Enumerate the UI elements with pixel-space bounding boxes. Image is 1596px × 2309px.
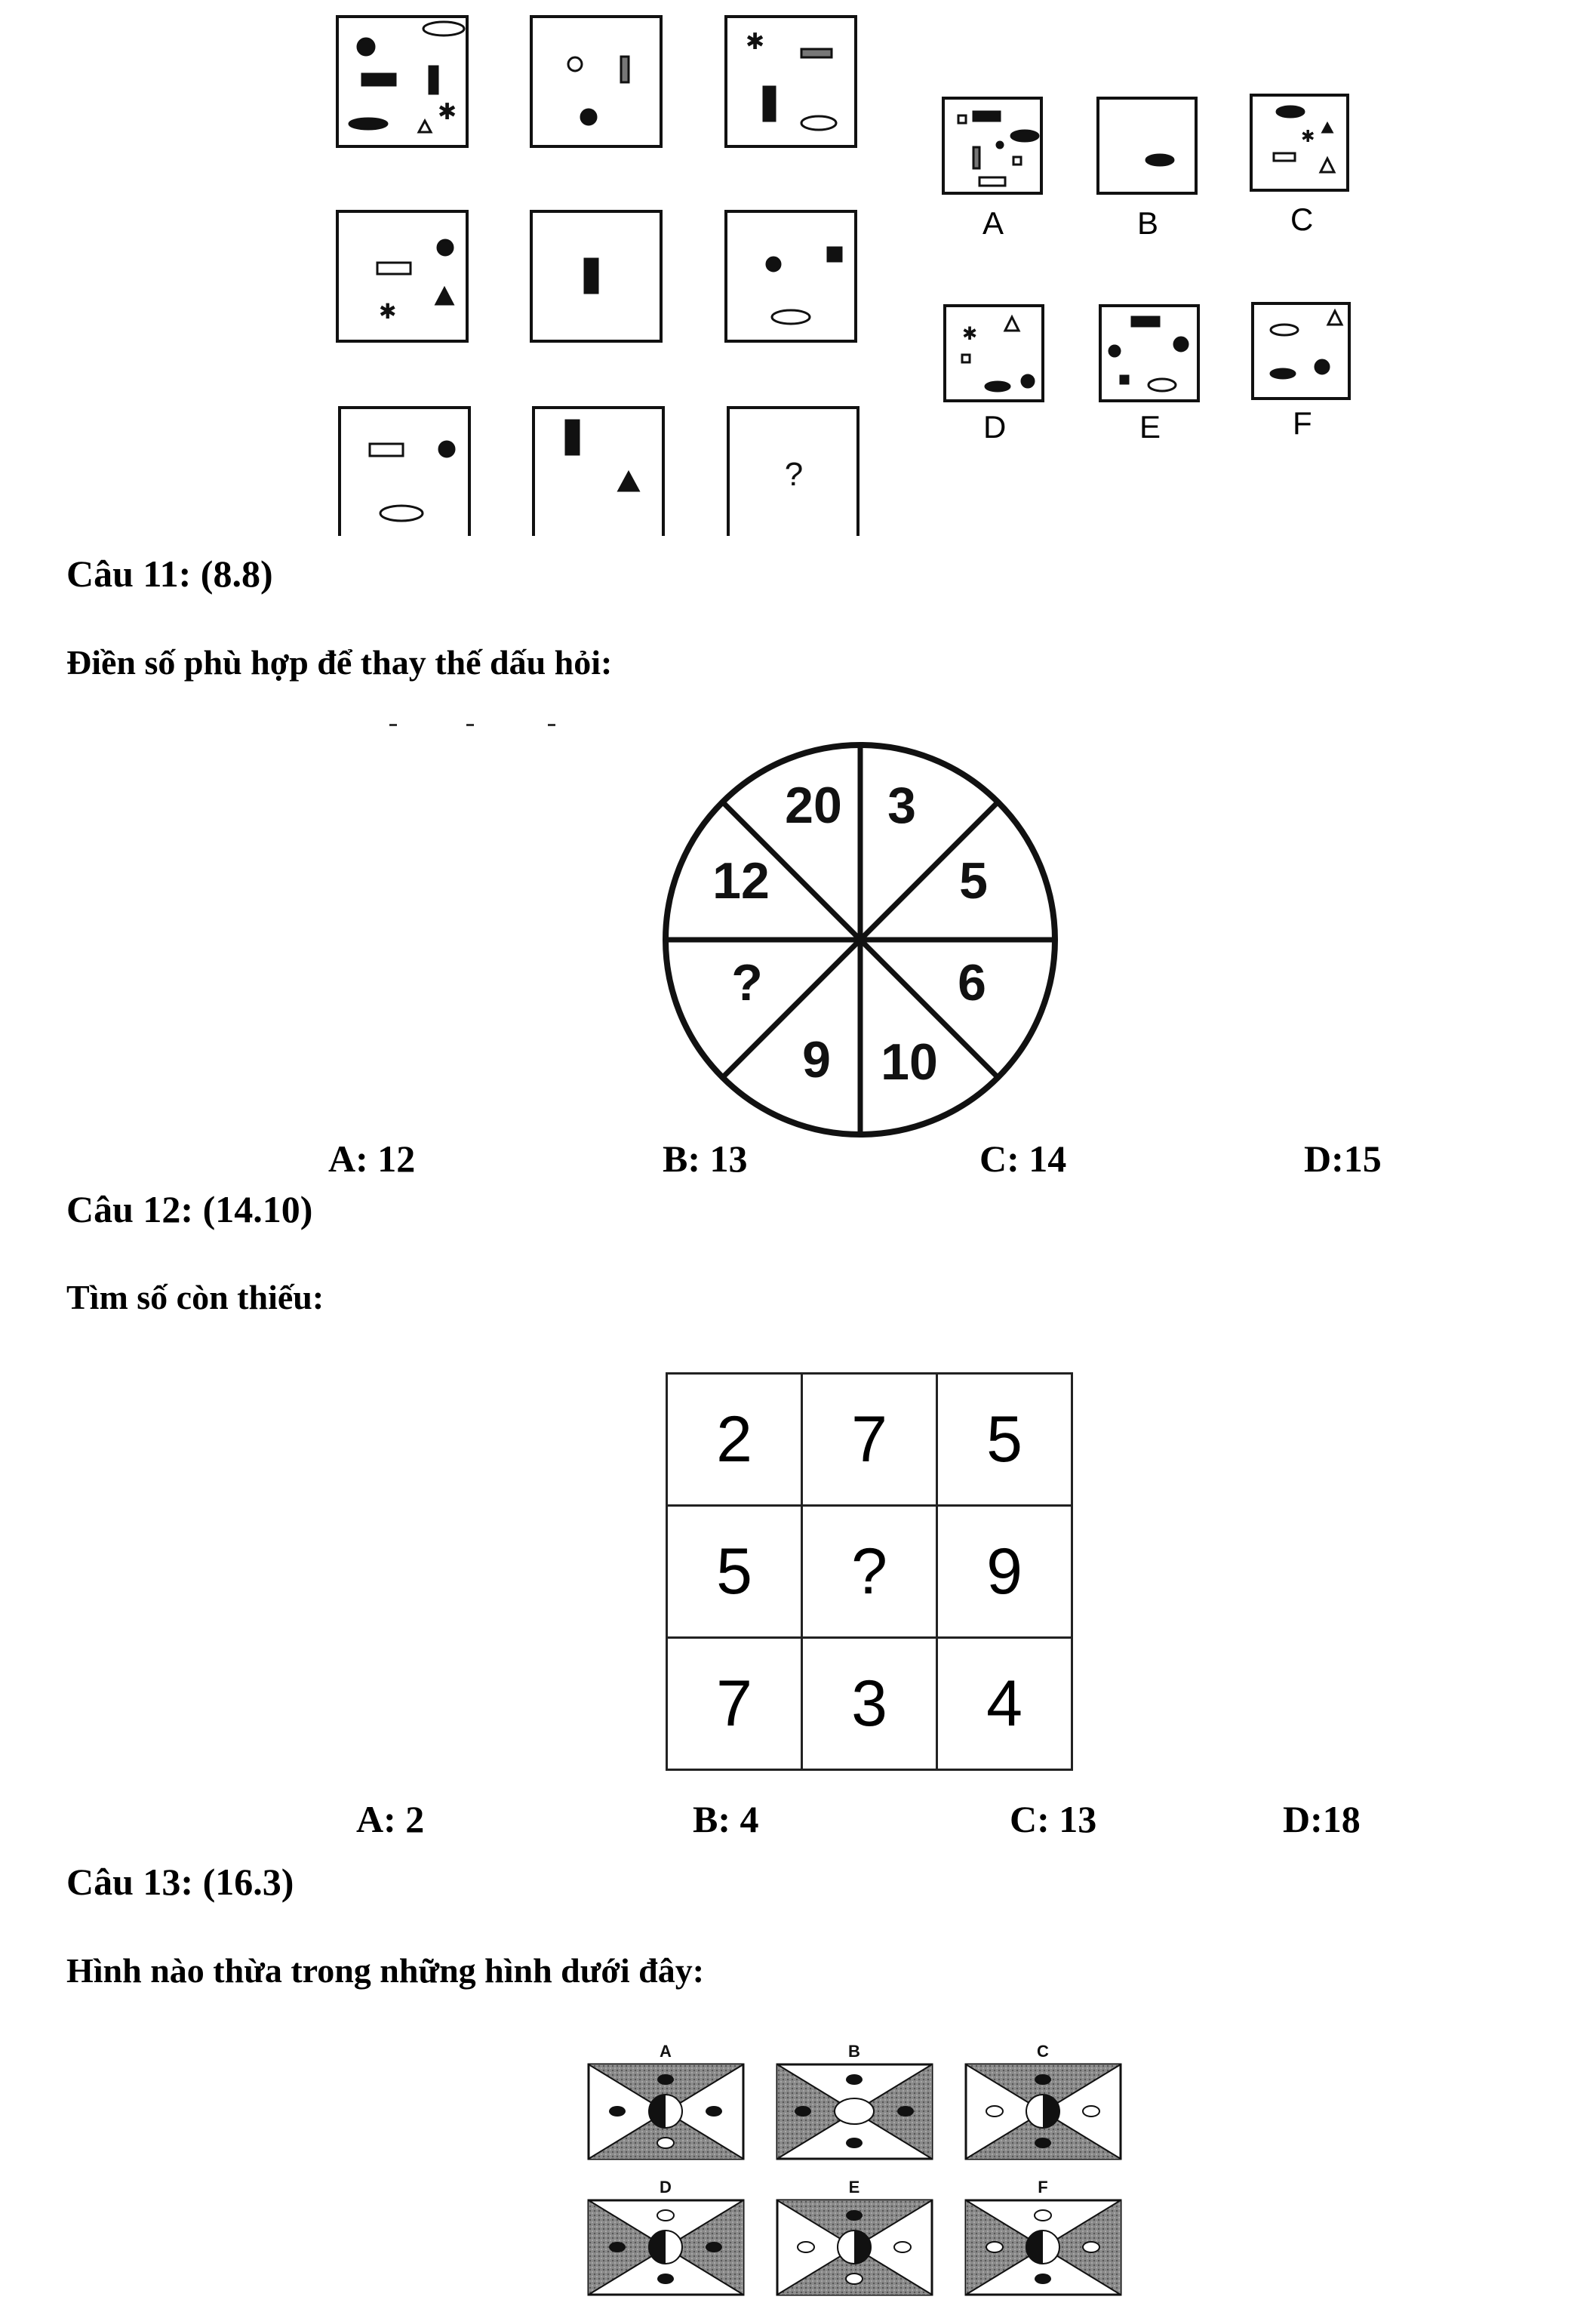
q13-figure-a[interactable]: [589, 2064, 743, 2159]
q11-option-c[interactable]: C: 14: [979, 1138, 1067, 1180]
wheel-value-6: 6: [958, 954, 986, 1011]
q10-option-label-c: C: [1290, 202, 1314, 237]
wheel-value-5: 5: [959, 852, 988, 910]
svg-text:✱: ✱: [746, 29, 765, 54]
grid-cell: 4: [937, 1638, 1072, 1770]
q10-option-label-f: F: [1293, 405, 1312, 441]
q13-figure-d[interactable]: [589, 2200, 743, 2295]
q12-option-a[interactable]: A: 2: [356, 1798, 425, 1840]
q11-option-b[interactable]: B: 13: [663, 1138, 748, 1180]
q13-figure-c[interactable]: [966, 2064, 1121, 2159]
q11-option-d[interactable]: D:15: [1304, 1138, 1382, 1180]
q11-stray-marks: [385, 721, 566, 728]
q13-figure-label-c: C: [1037, 2042, 1049, 2061]
q13-figure-label-b: B: [848, 2042, 860, 2061]
wheel-value-9: 9: [802, 1031, 831, 1088]
q11-prompt: Điền số phù hợp để thay thế dấu hỏi:: [66, 643, 613, 682]
q13-figure-label-e: E: [848, 2178, 860, 2197]
grid-cell: 5: [937, 1374, 1072, 1506]
grid-cell: 5: [667, 1506, 802, 1638]
wheel-value-12: 12: [712, 852, 770, 910]
grid-cell: 7: [802, 1374, 937, 1506]
svg-text:✱: ✱: [1301, 127, 1315, 146]
q13-figures: [585, 2034, 1128, 2306]
q10-option-label-d: D: [983, 409, 1007, 445]
q13-figure-label-f: F: [1038, 2178, 1048, 2197]
q10-option-label-e: E: [1139, 409, 1161, 445]
q12-number-grid: [666, 1372, 1073, 1771]
svg-text:✱: ✱: [379, 300, 397, 323]
grid-cell-missing: ?: [802, 1506, 937, 1638]
q10-options: [936, 91, 1388, 453]
q13-figures-figure: [585, 2034, 1128, 2306]
grid-cell: 3: [802, 1638, 937, 1770]
q11-title: Câu 11: (8.8): [66, 553, 273, 595]
q12-prompt: Tìm số còn thiếu:: [66, 1278, 324, 1316]
q11-option-a[interactable]: A: 12: [328, 1138, 416, 1180]
q13-figure-b[interactable]: [777, 2064, 932, 2159]
grid-cell: 9: [937, 1506, 1072, 1638]
q13-figure-label-d: D: [660, 2178, 672, 2197]
q13-prompt: Hình nào thừa trong những hình dưới đây:: [66, 1951, 705, 1990]
wheel-value-3: 3: [887, 777, 916, 834]
grid-cell: 7: [667, 1638, 802, 1770]
svg-text:✱: ✱: [438, 100, 457, 125]
q10-matrix-figure: [332, 8, 875, 536]
q10-missing-mark: ?: [784, 456, 804, 493]
wheel-value-10: 10: [881, 1033, 938, 1091]
q11-wheel: [657, 736, 1064, 1144]
q10-option-label-b: B: [1137, 205, 1159, 241]
svg-text:✱: ✱: [962, 324, 978, 344]
q12-option-b[interactable]: B: 4: [693, 1798, 759, 1840]
wheel-value-missing: ?: [731, 954, 763, 1011]
q10-options-figure: [936, 91, 1388, 453]
q13-figure-e[interactable]: [777, 2200, 932, 2295]
wheel-value-20: 20: [785, 777, 842, 834]
grid-row: [667, 1638, 1072, 1770]
q12-title: Câu 12: (14.10): [66, 1188, 313, 1230]
q13-figure-f[interactable]: [966, 2200, 1121, 2295]
grid-row: [667, 1506, 1072, 1638]
q13-title: Câu 13: (16.3): [66, 1861, 294, 1903]
grid-cell: 2: [667, 1374, 802, 1506]
q10-matrix: [332, 8, 875, 536]
q10-option-label-a: A: [983, 205, 1004, 241]
q12-option-c[interactable]: C: 13: [1010, 1798, 1097, 1840]
grid-row: [667, 1374, 1072, 1506]
q13-figure-label-a: A: [660, 2042, 672, 2061]
q12-option-d[interactable]: D:18: [1283, 1798, 1361, 1840]
q11-wheel-figure: [657, 736, 1064, 1144]
